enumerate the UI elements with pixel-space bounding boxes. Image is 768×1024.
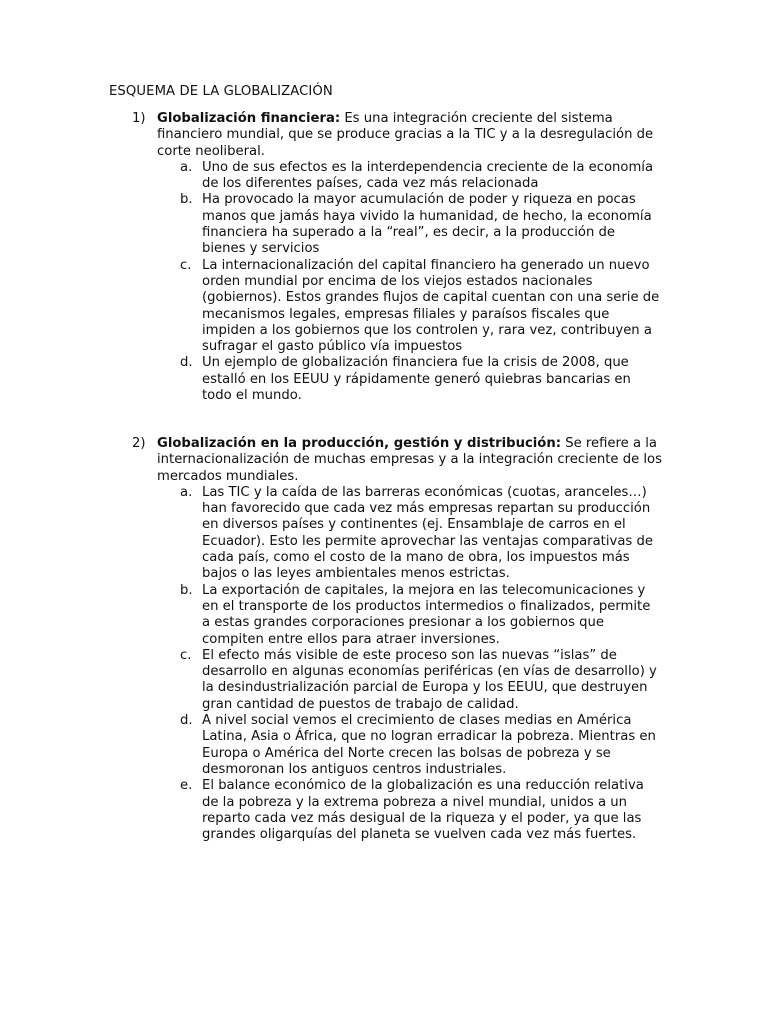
item-text: A nivel social vemos el crecimiento de clases medias en América Latina, Asia o África, que no logran erradicar la pobreza. Mientras en Europa o América del Norte crecen las bolsas de pobreza y se desmoronan los antiguos centros industriales. <box>202 713 656 777</box>
item-text: Uno de sus efectos es la interdependencia creciente de la economía de los diferentes países, cada vez más relacionada <box>202 159 654 192</box>
section-title: Globalización en la producción, gestión y distribución: <box>157 436 562 451</box>
list-item <box>132 192 662 257</box>
item-letter: a. <box>180 484 193 500</box>
section-item-list <box>132 485 662 844</box>
section-title: Globalización financiera: <box>157 111 341 126</box>
section-production-globalization <box>132 436 662 843</box>
list-item <box>132 583 662 648</box>
section-intro: Se refiere a la internacionalización de muchas empresas y a la integración creciente de los mercados mundiales. <box>157 436 663 484</box>
item-text: El balance económico de la globalización es una reducción relativa de la pobreza y la extrema pobreza a nivel mundial, unidos a un reparto cada vez más desigual de la riqueza y el poder, ya que las grandes oligarquías del planeta se vuelven cada vez más fuertes. <box>202 778 644 843</box>
list-item <box>132 648 662 713</box>
item-letter: e. <box>180 778 193 794</box>
item-text: La internacionalización del capital financiero ha generado un nuevo orden mundial por encima de los viejos estados nacionales (gobiernos). Estos grandes flujos de capital cuentan con una serie de mecanismos legales, empresas filiales y paraísos fiscales que impiden a los gobiernos que los controlen y, rara vez, contribuyen a sufragar el gasto público vía impuestos <box>202 257 660 355</box>
item-letter: d. <box>180 713 193 729</box>
list-item <box>132 778 662 843</box>
item-text: La exportación de capitales, la mejora en las telecomunicaciones y en el transporte de los productos intermedios o finalizados, permite a estas grandes corporaciones presionar a los gobiernos que compiten entre ellos para atraer inversiones. <box>202 582 651 647</box>
item-letter: b. <box>180 192 193 208</box>
list-item <box>132 258 662 356</box>
document-title: ESQUEMA DE LA GLOBALIZACIÓN <box>109 84 333 99</box>
list-item <box>132 160 662 193</box>
section-heading-paragraph <box>132 111 662 160</box>
item-letter: c. <box>180 647 192 663</box>
section-heading-paragraph <box>132 436 662 485</box>
item-text: Un ejemplo de globalización financiera fue la crisis de 2008, que estalló en los EEUU y rápidamente generó quiebras bancarias en todo el mundo. <box>202 355 631 404</box>
section-intro: Es una integración creciente del sistema financiero mundial, que se produce gracias a la TIC y a la desregulación de corte neoliberal. <box>157 111 654 159</box>
item-text: Las TIC y la caída de las barreras económicas (cuotas, aranceles…) han favorecido que cada vez más empresas repartan su producción en diversos países y continentes (ej. Ensamblaje de carros en el Ecuador). Esto les permite aprovechar las ventajas comparativas de cada país, como el costo de la mano de obra, los impuestos más bajos o las leyes ambientales menos estrictas. <box>202 484 653 582</box>
section-number: 1) <box>132 111 146 126</box>
section-item-list <box>132 160 662 404</box>
list-item <box>132 713 662 778</box>
list-item <box>132 485 662 583</box>
section-number: 2) <box>132 436 146 451</box>
item-letter: c. <box>180 257 192 273</box>
item-text: Ha provocado la mayor acumulación de poder y riqueza en pocas manos que jamás haya vivido la humanidad, de hecho, la economía financiera ha superado a la “real”, es decir, a la producción de bienes y servicios <box>202 192 652 257</box>
item-letter: b. <box>180 582 193 598</box>
section-financial-globalization <box>132 111 662 404</box>
item-text: El efecto más visible de este proceso son las nuevas “islas” de desarrollo en algunas economías periféricas (en vías de desarrollo) y la desindustrialización parcial de Europa y los EEUU, que destruyen gran cantidad de puestos de trabajo de calidad. <box>202 647 657 712</box>
item-letter: a. <box>180 159 193 175</box>
list-item <box>132 355 662 404</box>
item-letter: d. <box>180 355 193 371</box>
